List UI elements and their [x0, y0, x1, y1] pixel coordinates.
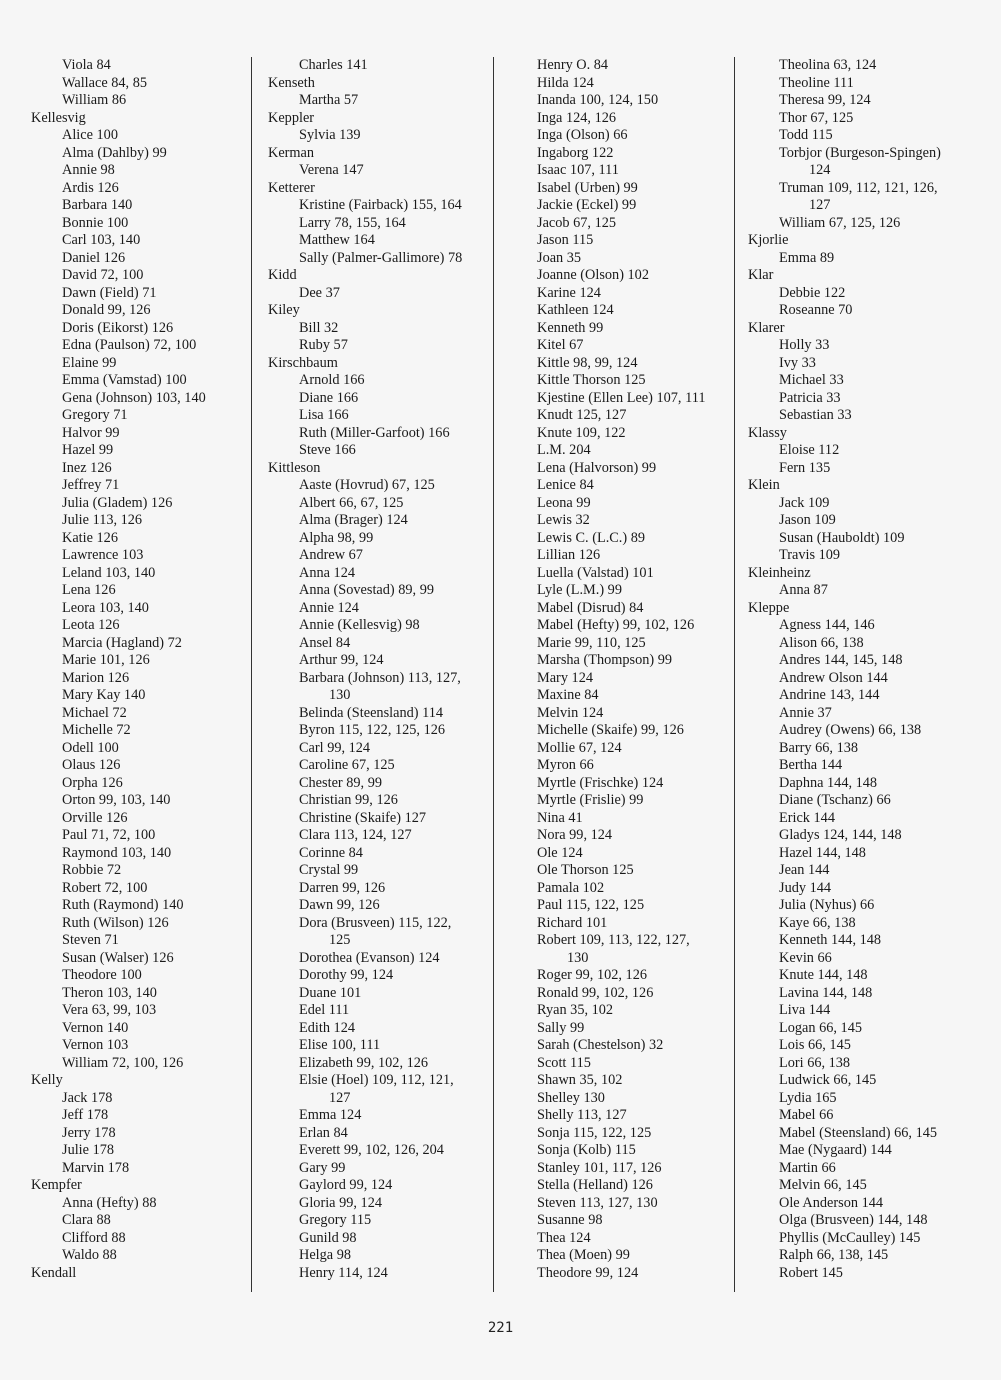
index-entry: Knute 144, 148: [779, 967, 868, 983]
index-entry: Jack 109: [779, 494, 830, 511]
index-entry: L.M. 204: [537, 442, 591, 458]
index-entry: Robbie 72: [62, 862, 122, 878]
index-entry: Theodore 100: [62, 967, 142, 983]
index-entry: Ardis 126: [62, 179, 119, 196]
index-entry: Donald 99, 126: [62, 302, 151, 318]
index-entry: Christine (Skaife) 127: [299, 809, 427, 826]
index-entry: Nora 99, 124: [537, 827, 613, 843]
index-surname-heading: Kirschbaum: [268, 354, 338, 371]
index-entry: Lena 126: [62, 582, 116, 598]
index-entry: Leland 103, 140: [62, 564, 156, 581]
index-entry: Ansel 84: [299, 634, 351, 651]
index-entry: Melvin 124: [537, 704, 604, 721]
index-surname-heading: Keppler: [268, 109, 315, 126]
index-entry: Emma 124: [299, 1107, 362, 1123]
index-entry: Dora (Brusveen) 115, 122,: [299, 914, 452, 931]
index-entry: Leora 103, 140: [62, 599, 149, 616]
index-entry: Sylvia 139: [299, 127, 361, 143]
index-entry: Sally (Palmer-Gallimore) 78: [299, 249, 463, 266]
index-entry: Todd 115: [779, 127, 833, 143]
index-entry: William 72, 100, 126: [62, 1054, 184, 1071]
index-entry: Diane (Tschanz) 66: [779, 792, 891, 808]
index-entry: Patricia 33: [779, 389, 841, 406]
index-entry-continuation: 130: [567, 949, 589, 966]
index-entry: Maxine 84: [537, 687, 599, 703]
index-entry: Susan (Hauboldt) 109: [779, 529, 905, 546]
index-entry: Caroline 67, 125: [299, 757, 395, 773]
index-entry: Kitel 67: [537, 337, 584, 353]
index-entry: Inga (Olson) 66: [537, 127, 628, 143]
index-entry: Myrtle (Frischke) 124: [537, 774, 664, 791]
index-entry: Emma 89: [779, 249, 835, 266]
index-entry: Leota 126: [62, 617, 120, 633]
index-entry: Lavina 144, 148: [779, 984, 873, 1001]
index-entry: Mollie 67, 124: [537, 739, 622, 756]
index-entry: Thea (Moen) 99: [537, 1247, 630, 1263]
index-entry: Anna 124: [299, 564, 355, 581]
index-entry: Jean 144: [779, 862, 830, 878]
index-entry: Judy 144: [779, 879, 832, 896]
index-entry-continuation: 127: [329, 1089, 351, 1106]
index-entry: Robert 109, 113, 122, 127,: [537, 932, 690, 948]
index-entry: Marion 126: [62, 669, 130, 686]
index-entry: Fern 135: [779, 459, 831, 476]
index-entry: Everett 99, 102, 126, 204: [299, 1142, 444, 1158]
index-entry: Arnold 166: [299, 372, 365, 388]
index-entry: Hazel 99: [62, 442, 114, 458]
index-entry: Michelle 72: [62, 722, 131, 738]
index-entry: Henry 114, 124: [299, 1264, 388, 1281]
index-entry: Michael 72: [62, 704, 127, 721]
index-entry: Myron 66: [537, 757, 594, 773]
index-entry: Clara 88: [62, 1212, 111, 1228]
index-entry: Dawn (Field) 71: [62, 284, 157, 301]
index-entry: Susanne 98: [537, 1212, 603, 1228]
index-entry: Olga (Brusveen) 144, 148: [779, 1212, 928, 1228]
index-entry: Joanne (Olson) 102: [537, 267, 649, 283]
index-entry: Emma (Vamstad) 100: [62, 372, 187, 388]
index-entry: Marsha (Thompson) 99: [537, 652, 673, 668]
index-entry: Martha 57: [299, 92, 359, 108]
index-entry: Orpha 126: [62, 774, 123, 791]
index-entry: Elaine 99: [62, 354, 117, 371]
index-entry: Dorothea (Evanson) 124: [299, 949, 440, 966]
index-entry: Ruby 57: [299, 337, 348, 353]
index-entry-continuation: 127: [809, 197, 831, 213]
index-entry: Waldo 88: [62, 1247, 117, 1263]
index-entry: Julie 113, 126: [62, 512, 143, 528]
index-surname-heading: Kidd: [268, 267, 297, 283]
index-entry: Alma (Dahlby) 99: [62, 144, 167, 161]
index-surname-heading: Kerman: [268, 144, 315, 161]
index-entry: Logan 66, 145: [779, 1019, 862, 1036]
column-divider-3: [734, 57, 735, 1292]
index-entry: Mae (Nygaard) 144: [779, 1142, 892, 1158]
index-entry: Sarah (Chestelson) 32: [537, 1037, 664, 1053]
index-entry: Phyllis (McCaulley) 145: [779, 1229, 921, 1246]
index-entry: Kathleen 124: [537, 302, 614, 318]
index-entry: Odell 100: [62, 739, 119, 756]
index-entry: Dorothy 99, 124: [299, 967, 394, 983]
index-entry-continuation: 125: [329, 932, 351, 948]
index-entry: Christian 99, 126: [299, 792, 398, 808]
index-column-1: [31, 57, 249, 1282]
index-entry: Gena (Johnson) 103, 140: [62, 389, 206, 406]
index-entry: Gregory 71: [62, 407, 128, 423]
index-entry: Jason 115: [537, 232, 594, 248]
index-entry: Aaste (Hovrud) 67, 125: [299, 477, 435, 493]
index-entry: Theresa 99, 124: [779, 92, 871, 108]
index-entry: Andrew Olson 144: [779, 669, 888, 686]
index-entry: Lois 66, 145: [779, 1037, 851, 1053]
index-entry: Robert 72, 100: [62, 879, 148, 896]
index-entry: Sebastian 33: [779, 407, 852, 423]
index-surname-heading: Klarer: [748, 319, 785, 336]
index-surname-heading: Kendall: [31, 1264, 77, 1281]
index-entry: Inez 126: [62, 459, 112, 476]
index-entry: Mabel 66: [779, 1107, 834, 1123]
index-entry: Isabel (Urben) 99: [537, 179, 638, 196]
index-entry: Crystal 99: [299, 862, 359, 878]
index-entry: Inanda 100, 124, 150: [537, 92, 659, 108]
index-entry: Kevin 66: [779, 949, 832, 966]
index-entry: David 72, 100: [62, 267, 144, 283]
index-entry: Jacob 67, 125: [537, 214, 617, 231]
index-surname-heading: Kelly: [31, 1072, 63, 1088]
index-entry: Byron 115, 122, 125, 126: [299, 722, 446, 738]
index-surname-heading: Kenseth: [268, 74, 315, 91]
index-entry: Hazel 144, 148: [779, 844, 866, 861]
index-entry: Alma (Brager) 124: [299, 512, 408, 528]
index-entry: Lillian 126: [537, 547, 601, 563]
index-entry: Dawn 99, 126: [299, 897, 380, 913]
index-entry: Wallace 84, 85: [62, 74, 147, 91]
index-entry: Lawrence 103: [62, 547, 144, 563]
index-entry: Luella (Valstad) 101: [537, 564, 654, 581]
index-entry: Mary 124: [537, 669, 593, 686]
index-entry: Gary 99: [299, 1159, 346, 1176]
index-entry: Robert 145: [779, 1264, 843, 1281]
index-entry: Jackie (Eckel) 99: [537, 197, 637, 213]
index-entry: Isaac 107, 111: [537, 162, 619, 178]
index-entry: Eloise 112: [779, 442, 840, 458]
index-entry: Dee 37: [299, 284, 340, 301]
index-entry: Larry 78, 155, 164: [299, 214, 406, 231]
index-entry: Kjestine (Ellen Lee) 107, 111: [537, 389, 706, 406]
index-entry: Marie 101, 126: [62, 652, 150, 668]
index-entry: Verena 147: [299, 162, 364, 178]
index-entry: Andrine 143, 144: [779, 687, 880, 703]
index-entry: Myrtle (Frislie) 99: [537, 792, 644, 808]
index-entry: Vernon 103: [62, 1037, 129, 1053]
index-entry: Shelley 130: [537, 1089, 605, 1106]
index-entry: Ralph 66, 138, 145: [779, 1247, 889, 1263]
index-entry: Bill 32: [299, 319, 339, 336]
index-entry: Ole Thorson 125: [537, 862, 634, 878]
index-entry: Albert 66, 67, 125: [299, 494, 404, 511]
index-entry: Erlan 84: [299, 1124, 348, 1141]
index-entry: Lydia 165: [779, 1089, 837, 1106]
index-entry: Theron 103, 140: [62, 984, 157, 1001]
index-entry: Jason 109: [779, 512, 836, 528]
index-entry: Kittle Thorson 125: [537, 372, 646, 388]
index-entry: Edel 111: [299, 1002, 350, 1018]
index-entry: Kristine (Fairback) 155, 164: [299, 197, 462, 213]
index-entry: Chester 89, 99: [299, 774, 382, 791]
index-entry: Ole 124: [537, 844, 583, 861]
index-entry: Ivy 33: [779, 354, 816, 371]
index-entry: Torbjor (Burgeson-Spingen): [779, 144, 941, 161]
index-entry: Orville 126: [62, 809, 128, 826]
index-entry: Ryan 35, 102: [537, 1002, 614, 1018]
index-entry: Audrey (Owens) 66, 138: [779, 722, 922, 738]
index-entry: Julia (Gladem) 126: [62, 494, 173, 511]
index-entry: Alice 100: [62, 127, 118, 143]
index-entry: Julie 178: [62, 1142, 115, 1158]
index-entry: Karine 124: [537, 284, 601, 301]
index-entry: Martin 66: [779, 1159, 836, 1176]
index-entry: Daniel 126: [62, 249, 126, 266]
index-entry: Marcia (Hagland) 72: [62, 634, 182, 651]
index-entry: Kenneth 144, 148: [779, 932, 882, 948]
index-entry: Olaus 126: [62, 757, 121, 773]
index-entry: Paul 115, 122, 125: [537, 897, 645, 913]
index-entry: Helga 98: [299, 1247, 352, 1263]
index-entry: Theodore 99, 124: [537, 1264, 639, 1281]
index-entry: Mabel (Hefty) 99, 102, 126: [537, 617, 695, 633]
index-entry: Gregory 115: [299, 1212, 372, 1228]
index-entry: Stanley 101, 117, 126: [537, 1159, 662, 1176]
index-entry: Paul 71, 72, 100: [62, 827, 156, 843]
index-entry: Raymond 103, 140: [62, 844, 172, 861]
index-entry: Thea 124: [537, 1229, 591, 1246]
index-entry-continuation: 130: [329, 687, 351, 703]
page-number: 221: [487, 1320, 514, 1336]
index-entry: Marvin 178: [62, 1159, 130, 1176]
index-entry-continuation: 124: [809, 162, 831, 178]
index-surname-heading: Klassy: [748, 424, 787, 441]
index-entry: Mabel (Disrud) 84: [537, 599, 644, 616]
index-entry: Sonja 115, 122, 125: [537, 1124, 652, 1141]
index-entry: Arthur 99, 124: [299, 652, 384, 668]
index-entry: Elsie (Hoel) 109, 112, 121,: [299, 1072, 454, 1088]
index-entry: Andres 144, 145, 148: [779, 652, 903, 668]
index-entry: Lyle (L.M.) 99: [537, 582, 622, 598]
index-entry: Anna (Sovestad) 89, 99: [299, 582, 435, 598]
index-entry: Jeff 178: [62, 1107, 109, 1123]
index-entry: Sally 99: [537, 1019, 585, 1036]
index-entry: Steve 166: [299, 442, 356, 458]
index-entry: Thor 67, 125: [779, 109, 854, 126]
index-entry: Knute 109, 122: [537, 424, 626, 441]
index-entry: Lenice 84: [537, 477, 594, 493]
index-entry: Roger 99, 102, 126: [537, 967, 647, 983]
index-entry: Clara 113, 124, 127: [299, 827, 412, 843]
index-entry: Shawn 35, 102: [537, 1072, 623, 1088]
index-entry: Hilda 124: [537, 74, 594, 91]
index-entry: Ronald 99, 102, 126: [537, 984, 654, 1001]
index-entry: Diane 166: [299, 389, 359, 406]
index-entry: Ingaborg 122: [537, 144, 614, 161]
index-entry: Barbara (Johnson) 113, 127,: [299, 669, 461, 686]
index-entry: Bertha 144: [779, 757, 843, 773]
index-surname-heading: Kjorlie: [748, 232, 789, 248]
index-entry: Jack 178: [62, 1089, 113, 1106]
index-surname-heading: Kempfer: [31, 1177, 82, 1193]
index-entry: Corinne 84: [299, 844, 363, 861]
index-entry: Bonnie 100: [62, 214, 129, 231]
index-entry: Orton 99, 103, 140: [62, 792, 171, 808]
index-entry: Jerry 178: [62, 1124, 116, 1141]
index-surname-heading: Kleppe: [748, 599, 790, 616]
index-entry: Duane 101: [299, 984, 362, 1001]
index-entry: Jeffrey 71: [62, 477, 120, 493]
index-entry: Edith 124: [299, 1019, 355, 1036]
index-entry: Henry O. 84: [537, 57, 609, 73]
index-entry: Knudt 125, 127: [537, 407, 627, 423]
index-column-3: [506, 57, 728, 1282]
column-divider-2: [493, 57, 494, 1292]
index-entry: Anna 87: [779, 582, 828, 598]
index-entry: Katie 126: [62, 529, 118, 546]
index-entry: Matthew 164: [299, 232, 375, 248]
index-entry: Joan 35: [537, 249, 582, 266]
index-entry: Mary Kay 140: [62, 687, 146, 703]
index-entry: Doris (Eikorst) 126: [62, 319, 174, 336]
index-entry: Carl 99, 124: [299, 739, 371, 756]
index-entry: Michael 33: [779, 372, 844, 388]
index-entry: Alison 66, 138: [779, 634, 864, 651]
index-entry: Ruth (Raymond) 140: [62, 897, 184, 913]
index-entry: Gunild 98: [299, 1229, 357, 1246]
index-entry: Edna (Paulson) 72, 100: [62, 337, 197, 353]
index-entry: Gaylord 99, 124: [299, 1177, 393, 1193]
index-entry: Elizabeth 99, 102, 126: [299, 1054, 429, 1071]
index-entry: Marie 99, 110, 125: [537, 634, 646, 651]
index-entry: Carl 103, 140: [62, 232, 141, 248]
index-entry: Ruth (Wilson) 126: [62, 914, 169, 931]
index-entry: Lena (Halvorson) 99: [537, 459, 657, 476]
index-entry: Gloria 99, 124: [299, 1194, 382, 1211]
index-entry: Charles 141: [299, 57, 368, 73]
index-entry: Barry 66, 138: [779, 739, 859, 756]
index-surname-heading: Kittleson: [268, 459, 321, 476]
index-surname-heading: Klar: [748, 267, 774, 283]
index-entry: Agness 144, 146: [779, 617, 875, 633]
index-entry: Ruth (Miller-Garfoot) 166: [299, 424, 450, 441]
index-entry: Scott 115: [537, 1054, 591, 1071]
index-entry: Halvor 99: [62, 424, 120, 441]
index-entry: Barbara 140: [62, 197, 133, 213]
index-entry: Vernon 140: [62, 1019, 129, 1036]
index-entry: Anna (Hefty) 88: [62, 1194, 157, 1211]
index-surname-heading: Kleinheinz: [748, 564, 811, 581]
index-surname-heading: Ketterer: [268, 179, 315, 196]
index-entry: Richard 101: [537, 914, 608, 931]
index-entry: Nina 41: [537, 809, 583, 826]
index-entry: Shelly 113, 127: [537, 1107, 627, 1123]
index-entry: Kaye 66, 138: [779, 914, 856, 931]
index-entry: Liva 144: [779, 1002, 831, 1018]
index-surname-heading: Kiley: [268, 302, 300, 318]
index-entry: Sonja (Kolb) 115: [537, 1142, 636, 1158]
index-entry: Steven 71: [62, 932, 119, 948]
index-entry: Lisa 166: [299, 407, 349, 423]
index-entry: Roseanne 70: [779, 302, 853, 318]
index-column-4: [748, 57, 993, 1282]
index-entry: Leona 99: [537, 494, 591, 511]
index-entry: Alpha 98, 99: [299, 529, 374, 546]
index-entry: Daphna 144, 148: [779, 774, 878, 791]
index-entry: Kenneth 99: [537, 319, 604, 336]
index-entry: Lewis C. (L.C.) 89: [537, 529, 646, 546]
index-entry: Mabel (Steensland) 66, 145: [779, 1124, 938, 1141]
index-entry: Andrew 67: [299, 547, 363, 563]
index-entry: Inga 124, 126: [537, 109, 617, 126]
index-entry: Pamala 102: [537, 879, 605, 896]
index-entry: Theoline 111: [779, 74, 854, 91]
index-entry: Julia (Nyhus) 66: [779, 897, 875, 913]
index-entry: Viola 84: [62, 57, 111, 73]
index-entry: Darren 99, 126: [299, 879, 386, 896]
index-entry: Stella (Helland) 126: [537, 1177, 653, 1193]
index-entry: Michelle (Skaife) 99, 126: [537, 722, 684, 738]
index-entry: Susan (Walser) 126: [62, 949, 174, 966]
index-entry: Lewis 32: [537, 512, 590, 528]
index-entry: Annie 98: [62, 162, 115, 178]
index-entry: Elise 100, 111: [299, 1037, 381, 1053]
index-entry: Travis 109: [779, 547, 841, 563]
index-entry: Kittle 98, 99, 124: [537, 354, 638, 371]
index-entry: Vera 63, 99, 103: [62, 1002, 157, 1018]
index-surname-heading: Kellesvig: [31, 109, 86, 126]
index-entry: Melvin 66, 145: [779, 1177, 867, 1193]
index-entry: Steven 113, 127, 130: [537, 1194, 658, 1211]
index-column-2: [268, 57, 490, 1282]
index-entry: William 86: [62, 92, 127, 108]
index-surname-heading: Klein: [748, 477, 780, 493]
index-entry: Holly 33: [779, 337, 830, 353]
index-entry: Belinda (Steensland) 114: [299, 704, 443, 721]
index-entry: Annie 124: [299, 599, 359, 616]
index-entry: Clifford 88: [62, 1229, 126, 1246]
column-divider-1: [251, 57, 252, 1292]
index-entry: Theolina 63, 124: [779, 57, 877, 73]
index-entry: Annie 37: [779, 704, 832, 721]
index-entry: Erick 144: [779, 809, 835, 826]
index-entry: Debbie 122: [779, 284, 846, 301]
index-entry: Gladys 124, 144, 148: [779, 827, 902, 843]
index-entry: Ludwick 66, 145: [779, 1072, 877, 1088]
index-entry: Lori 66, 138: [779, 1054, 851, 1071]
index-entry: William 67, 125, 126: [779, 214, 901, 231]
index-entry: Ole Anderson 144: [779, 1194, 884, 1211]
index-entry: Truman 109, 112, 121, 126,: [779, 179, 938, 196]
index-entry: Annie (Kellesvig) 98: [299, 617, 420, 633]
